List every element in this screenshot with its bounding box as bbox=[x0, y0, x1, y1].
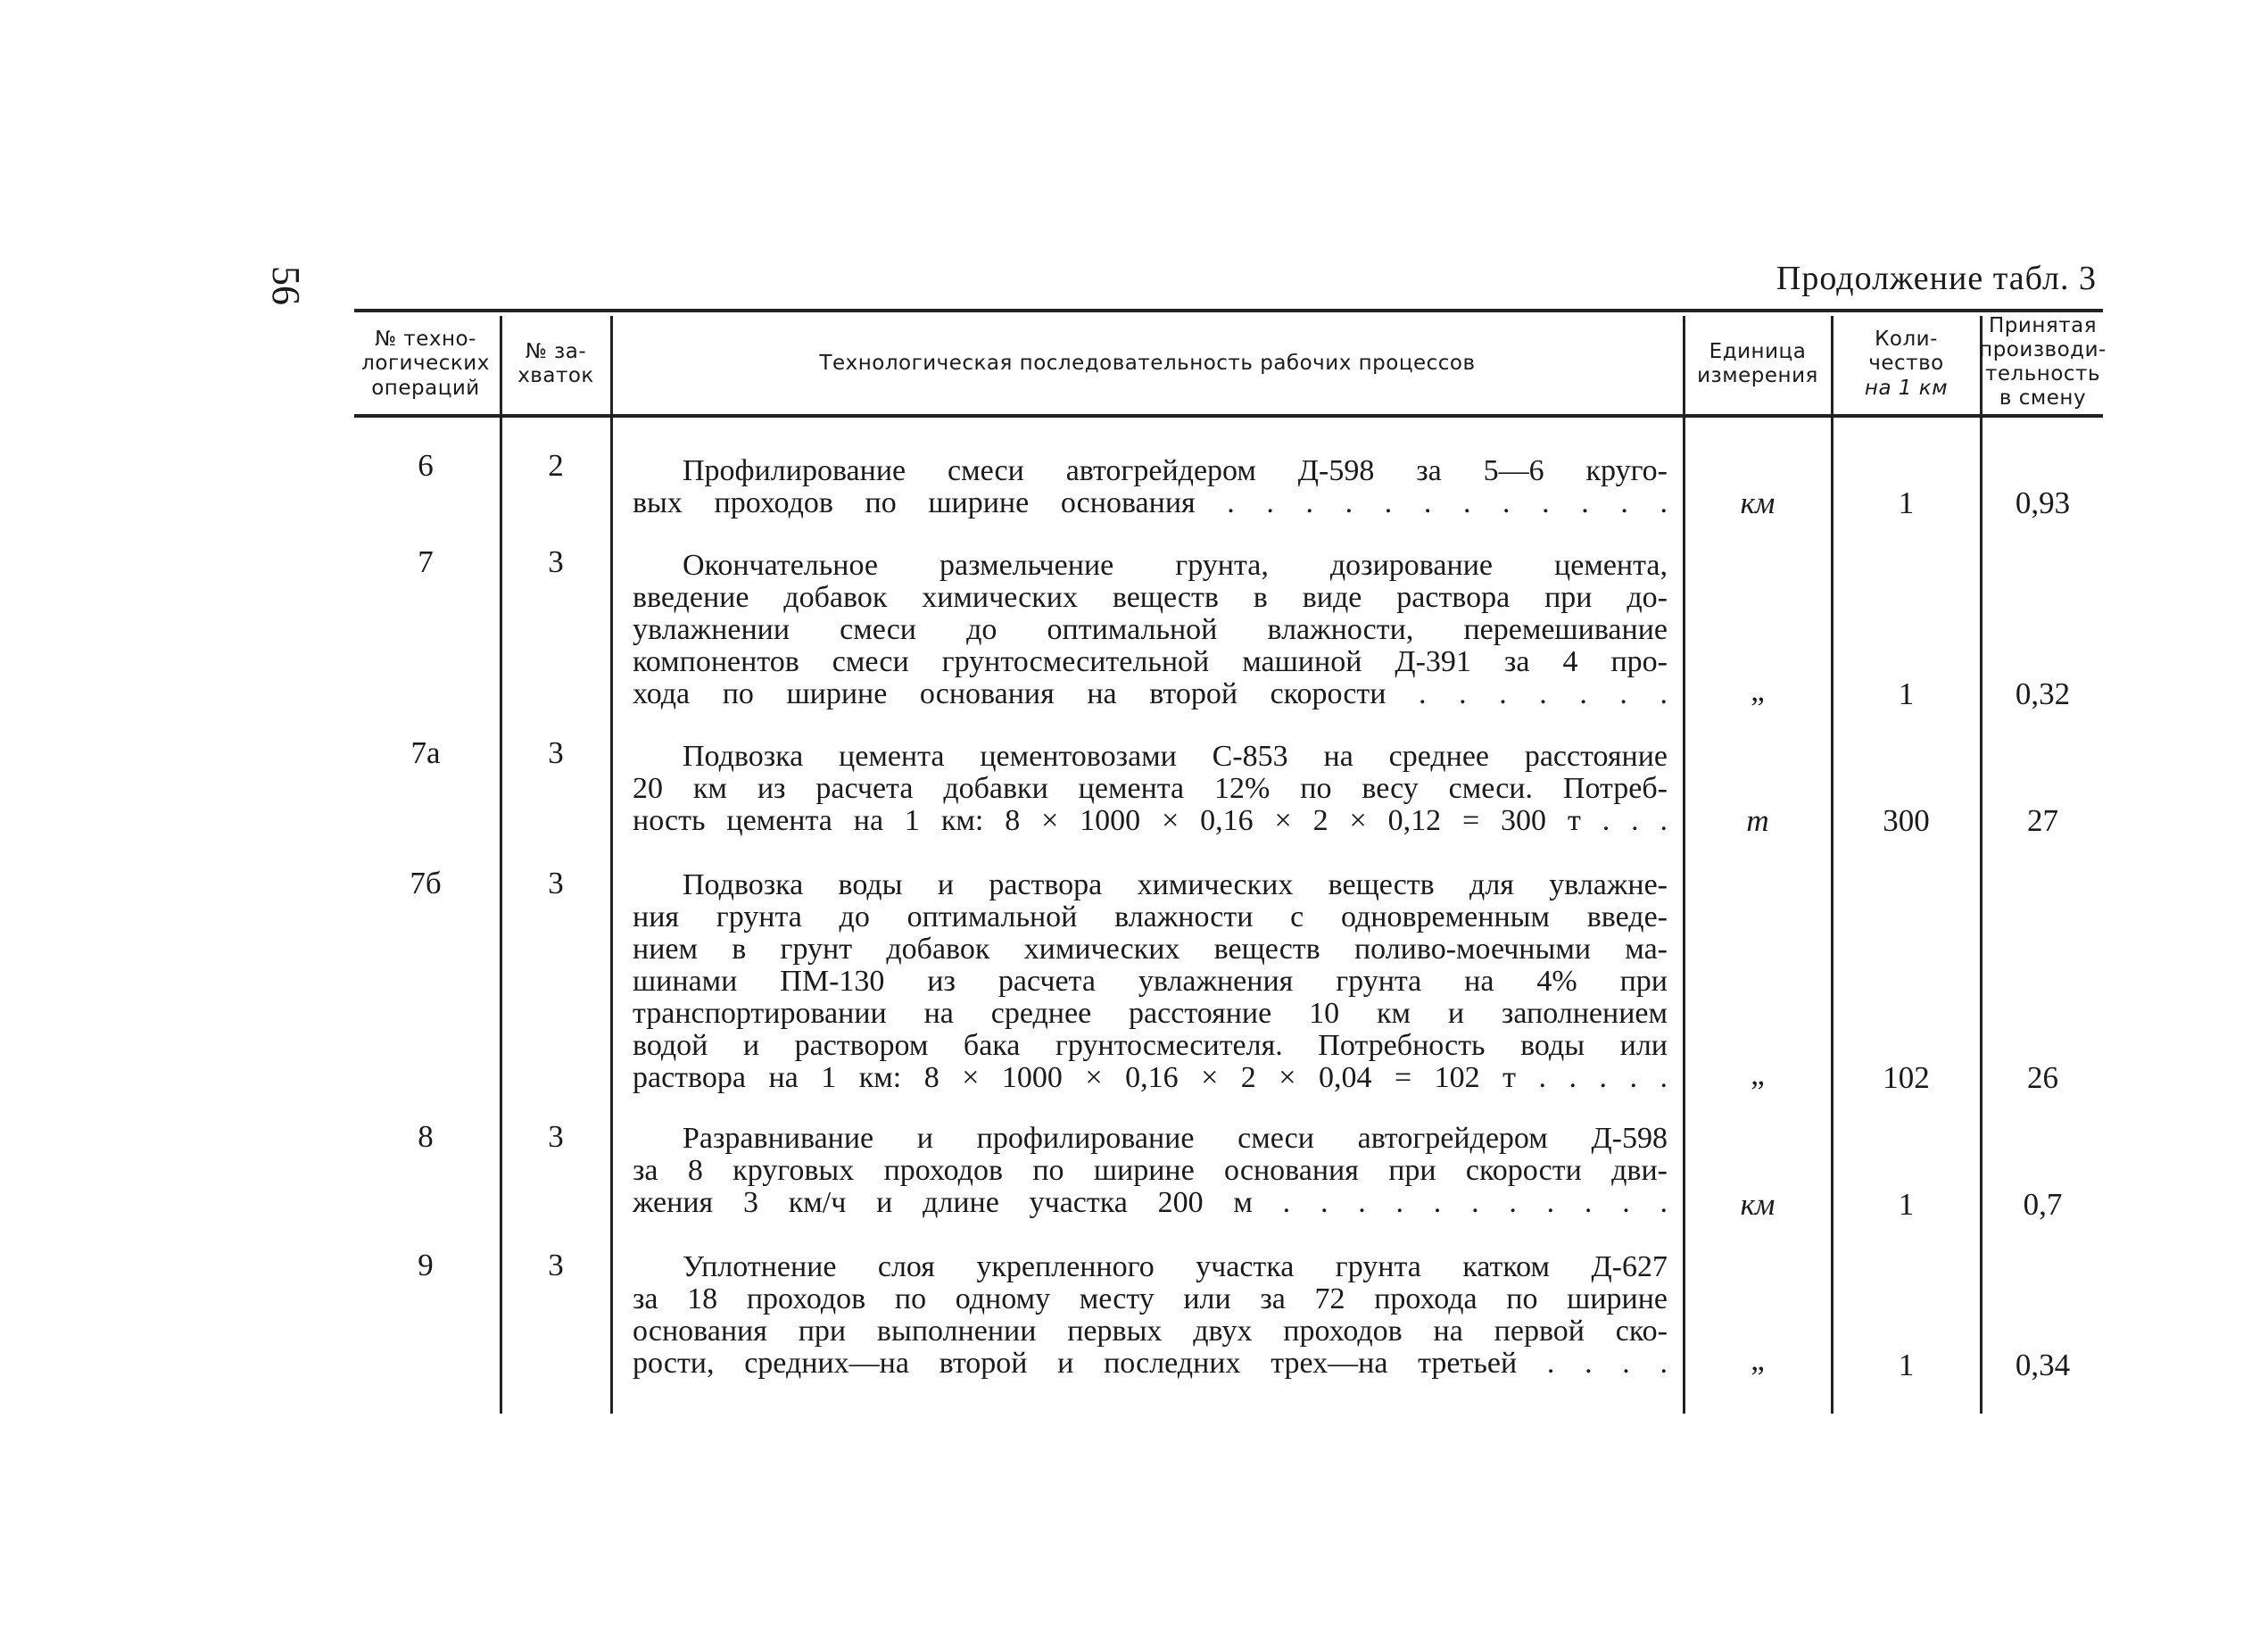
cell-process bbox=[633, 1123, 1668, 1219]
cell-grip: 3 bbox=[548, 1119, 564, 1154]
cell-productivity: 26 bbox=[2027, 1060, 2058, 1095]
cell-grip: 3 bbox=[548, 1248, 564, 1282]
header-line: на 1 км bbox=[1864, 376, 1949, 400]
process-line: рости, средних—на второй и последних трех—на третьей . . . . bbox=[633, 1347, 1668, 1380]
header-grip-number bbox=[502, 316, 609, 412]
cell-operation: 6 bbox=[418, 448, 434, 483]
cell-quantity: 1 bbox=[1898, 485, 1915, 520]
header-productivity bbox=[1979, 311, 2107, 414]
process-line: Подвозка воды и раствора химических веществ для увлажне- bbox=[683, 868, 1668, 901]
process-line: вых проходов по ширине основания . . . . . . . . . . . . bbox=[633, 486, 1668, 519]
process-line: Окончательное размельчение грунта, дозирование цемента, bbox=[683, 549, 1668, 582]
cell-unit: „ bbox=[1751, 1342, 1765, 1377]
col-divider bbox=[610, 316, 613, 1414]
cell-process bbox=[633, 741, 1668, 837]
process-line: Подвозка цемента цементовозами С-853 на среднее расстояние bbox=[683, 740, 1668, 773]
process-line: увлажнении смеси до оптимальной влажности, перемешивание bbox=[633, 613, 1668, 646]
header-line: операций bbox=[371, 376, 480, 400]
header-line: логических bbox=[361, 352, 490, 376]
header-line: Принятая bbox=[1988, 313, 2098, 337]
process-line: компонентов смеси грунтосмесительной машиной Д-391 за 4 про- bbox=[633, 645, 1668, 678]
process-line: Разравнивание и профилирование смеси автогрейдером Д-598 bbox=[683, 1122, 1668, 1155]
header-line: в смену bbox=[1999, 386, 2087, 411]
col-divider bbox=[1683, 316, 1685, 1414]
col-divider bbox=[1980, 316, 1982, 1414]
process-line: ность цемента на 1 км: 8 × 1000 × 0,16 × 2 × 0,12 = 300 т . . . bbox=[633, 804, 1668, 837]
process-line: водой и раствором бака грунтосмесителя. Потребность воды или bbox=[633, 1029, 1668, 1062]
process-line: основания при выполнении первых двух проходов на первой ско- bbox=[633, 1315, 1668, 1348]
cell-operation: 8 bbox=[418, 1119, 434, 1154]
cell-grip: 3 bbox=[548, 866, 564, 900]
cell-productivity: 0,7 bbox=[2023, 1187, 2063, 1222]
cell-productivity: 0,32 bbox=[2015, 676, 2071, 711]
process-line: введение добавок химических веществ в виде раствора при до- bbox=[633, 581, 1668, 614]
table-caption: Продолжение табл. 3 bbox=[1775, 260, 2097, 297]
process-line: раствора на 1 км: 8 × 1000 × 0,16 × 2 × 0,04 = 102 т . . . . . bbox=[633, 1061, 1668, 1094]
header-unit bbox=[1685, 316, 1830, 412]
cell-operation: 7 bbox=[418, 544, 434, 579]
cell-process bbox=[633, 455, 1668, 519]
cell-unit: т bbox=[1746, 803, 1769, 838]
cell-quantity: 1 bbox=[1898, 1187, 1915, 1222]
cell-productivity: 0,34 bbox=[2015, 1348, 2071, 1382]
cell-productivity: 27 bbox=[2027, 803, 2058, 838]
cell-unit: км bbox=[1740, 1187, 1775, 1222]
header-process bbox=[613, 316, 1682, 412]
process-line: хода по ширине основания на второй скорости . . . . . . . bbox=[633, 677, 1668, 710]
header-line: № за- bbox=[525, 339, 587, 363]
process-line: нием в грунт добавок химических веществ поливо-моечными ма- bbox=[633, 933, 1668, 966]
header-operation-number bbox=[354, 316, 497, 412]
cell-grip: 3 bbox=[548, 544, 564, 579]
cell-quantity: 1 bbox=[1898, 676, 1915, 711]
process-line: жения 3 км/ч и длине участка 200 м . . . . . . . . . . . bbox=[633, 1186, 1668, 1219]
header-line: чество bbox=[1868, 352, 1944, 376]
header-line: Единица bbox=[1709, 339, 1807, 363]
header-line: тельность bbox=[1985, 362, 2101, 386]
process-line: за 8 круговых проходов по ширине основания при скорости дви- bbox=[633, 1154, 1668, 1187]
cell-operation: 7а bbox=[410, 735, 441, 770]
cell-grip: 3 bbox=[548, 735, 564, 770]
cell-unit: „ bbox=[1751, 1057, 1765, 1091]
cell-grip: 2 bbox=[548, 448, 564, 483]
header-line: № техно- bbox=[375, 328, 476, 352]
cell-process bbox=[633, 550, 1668, 710]
cell-operation: 7б bbox=[410, 866, 442, 900]
page-number: 56 bbox=[264, 266, 308, 305]
cell-quantity: 1 bbox=[1898, 1348, 1915, 1382]
data-table bbox=[354, 309, 2107, 1415]
col-divider bbox=[1831, 316, 1833, 1414]
process-line: 20 км из расчета добавки цемента 12% по весу смеси. Потреб- bbox=[633, 772, 1668, 805]
process-line: ния грунта до оптимальной влажности с одновременным введе- bbox=[633, 900, 1668, 933]
header-line: Коли- bbox=[1875, 328, 1938, 352]
process-line: шинами ПМ-130 из расчета увлажнения грунта на 4% при bbox=[633, 965, 1668, 998]
header-quantity bbox=[1833, 316, 1979, 412]
header-bottom-rule bbox=[354, 414, 2103, 418]
process-line: Профилирование смеси автогрейдером Д-598 за 5—6 круго- bbox=[683, 454, 1668, 487]
cell-operation: 9 bbox=[418, 1248, 434, 1282]
cell-process bbox=[633, 869, 1668, 1094]
header-line: производи- bbox=[1979, 337, 2107, 361]
cell-unit: км bbox=[1740, 485, 1775, 520]
process-line: за 18 проходов по одному месту или за 72 прохода по ширине bbox=[633, 1282, 1668, 1315]
header-line: Технологическая последовательность рабочих процессов bbox=[819, 352, 1476, 376]
table-top-rule bbox=[354, 309, 2103, 312]
cell-unit: „ bbox=[1751, 673, 1765, 708]
process-line: транспортировании на среднее расстояние 10 км и заполнением bbox=[633, 997, 1668, 1030]
cell-process bbox=[633, 1251, 1668, 1380]
cell-productivity: 0,93 bbox=[2015, 485, 2071, 520]
header-line: хваток bbox=[517, 364, 594, 387]
cell-quantity: 102 bbox=[1883, 1060, 1930, 1095]
process-line: Уплотнение слоя укрепленного участка грунта катком Д-627 bbox=[683, 1250, 1668, 1283]
header-line: измерения bbox=[1697, 364, 1818, 387]
cell-quantity: 300 bbox=[1883, 803, 1930, 838]
